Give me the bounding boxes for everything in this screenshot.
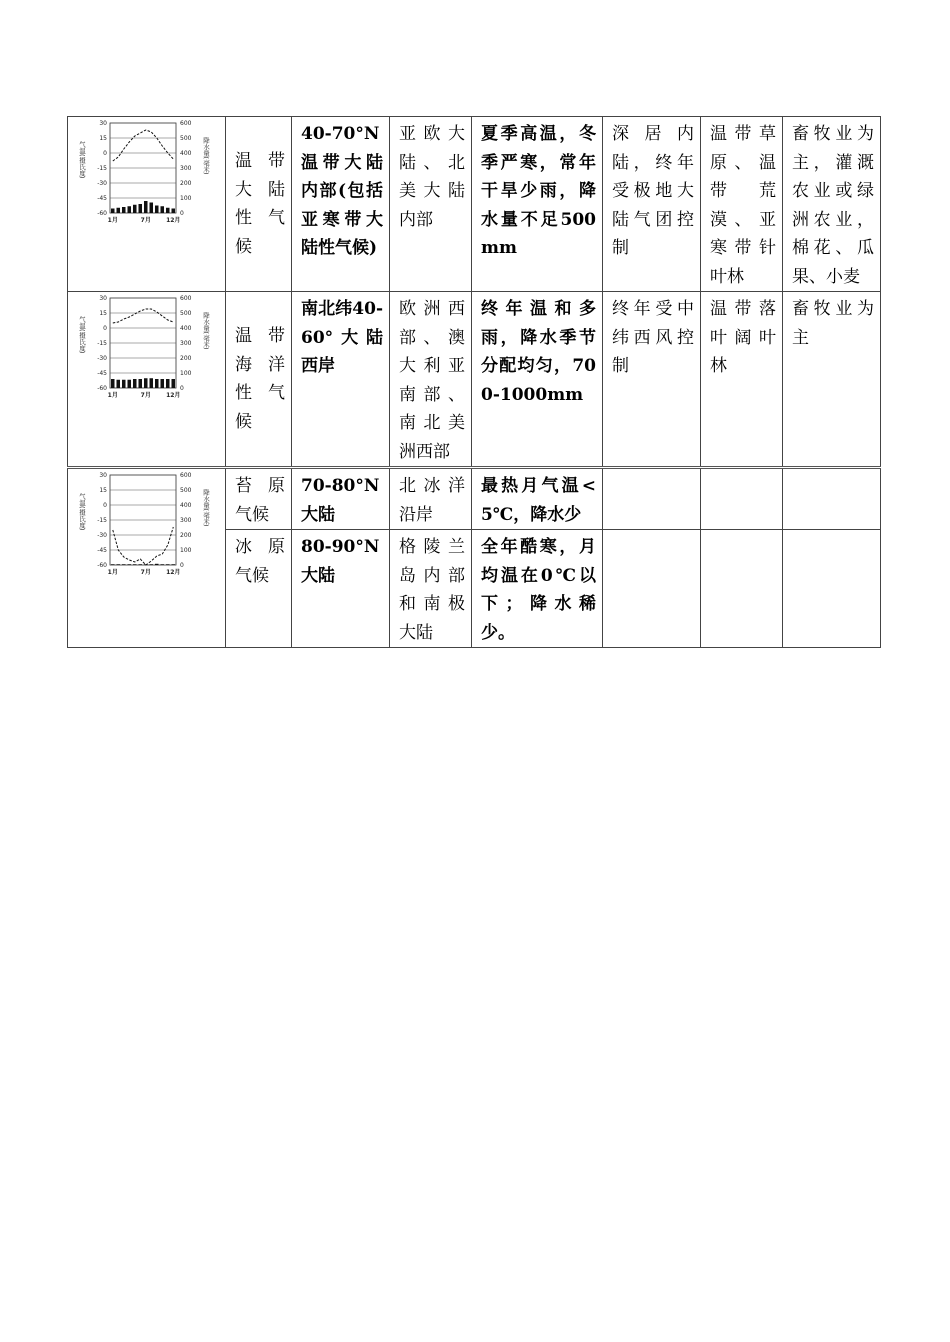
month-label: 1月 [107,217,118,224]
precip-tick-label: 600 [180,120,192,128]
climate-name: 温带海洋性气候 [226,292,292,468]
precip-tick-label: 0 [180,385,184,393]
temp-tick-label: -30 [97,180,107,188]
month-label: 1月 [107,392,118,399]
temp-tick-label: 0 [103,502,107,510]
precip-tick-label: 300 [180,517,192,525]
precip-axis-title: 降水量(毫米) [202,489,210,527]
precip-bar [149,203,153,214]
precip-tick-label: 300 [180,165,192,173]
precip-bar [111,209,115,214]
agriculture-cell [783,468,881,530]
precip-tick-label: 300 [180,340,192,348]
temp-tick-label: 30 [99,472,107,480]
vegetation-cell [701,530,783,648]
location-cell: 80-90°N大陆 [292,530,390,648]
precip-bar [116,564,120,565]
precip-bar [133,205,137,213]
region-cell: 格陵兰岛内部和南极大陆 [390,530,472,648]
precip-bar [155,206,159,214]
temp-tick-label: -60 [97,210,107,218]
precip-bar [171,379,175,388]
vegetation-cell [701,468,783,530]
precip-tick-label: 500 [180,310,192,318]
temp-tick-label: 0 [103,325,107,333]
precip-bar [138,564,142,565]
precip-bar [171,209,175,214]
region-cell: 北冰洋沿岸 [390,468,472,530]
polar-climate-chart [68,469,224,587]
temp-tick-label: -45 [97,195,107,203]
precip-tick-label: 400 [180,325,192,333]
precip-bar [111,564,115,565]
precip-tick-label: 500 [180,135,192,143]
temp-tick-label: -45 [97,547,107,555]
precip-bar [166,564,170,565]
precip-bar [122,207,126,213]
precip-bar [122,380,126,388]
month-label: 7月 [140,217,151,224]
features-cell: 最热月气温<5℃，降水少 [472,468,603,530]
precip-bar [127,564,131,565]
month-label: 7月 [140,569,151,576]
month-label: 12月 [166,217,181,224]
precip-tick-label: 100 [180,370,192,378]
precip-bar [144,201,148,213]
region-cell: 亚欧大陆、北美大陆内部 [390,117,472,292]
precip-bar [116,208,120,213]
agriculture-cell: 畜牧业为主，灌溉农业或绿洲农业，棉花、瓜果、小麦 [783,117,881,292]
vegetation-cell: 温带草原、温带荒漠、亚寒带针叶林 [701,117,783,292]
cause-cell: 深居内陆，终年受极地大陆气团控制 [603,117,701,292]
precip-bar [138,204,142,213]
precip-bar [171,564,175,565]
precip-bar [138,379,142,388]
temperature-line [113,130,174,161]
precip-bar [160,564,164,565]
month-label: 1月 [107,569,118,576]
precip-tick-label: 200 [180,180,192,188]
continental-climate-chart [68,117,224,225]
precip-tick-label: 200 [180,355,192,363]
precip-bar [160,379,164,388]
features-cell: 全年酷寒，月均温在0℃以下；降水稀少。 [472,530,603,648]
precip-bar [133,379,137,388]
temp-tick-label: 0 [103,150,107,158]
features-cell: 终年温和多雨，降水季节分配均匀，700-1000mm [472,292,603,468]
location-cell: 70-80°N大陆 [292,468,390,530]
temp-axis-title: 气温(摄氏度) [78,493,86,531]
precip-bar [127,206,131,213]
climate-chart-cell [68,292,226,468]
precip-tick-label: 100 [180,195,192,203]
location-cell: 40-70°N温带大陆内部(包括亚寒带大陆性气候) [292,117,390,292]
agriculture-cell: 畜牧业为主 [783,292,881,468]
precip-bar [160,206,164,213]
month-label: 7月 [140,392,151,399]
table-row [68,117,881,292]
table-row [68,468,881,530]
precip-tick-label: 100 [180,547,192,555]
location-cell: 南北纬40-60°大陆西岸 [292,292,390,468]
precip-tick-label: 200 [180,532,192,540]
temp-axis-title: 气温(摄氏度) [78,141,86,179]
climate-chart-cell [68,117,226,292]
climate-name: 温带大陆性气候 [226,117,292,292]
precip-bar [111,379,115,388]
climate-table [67,116,881,648]
temp-tick-label: -15 [97,517,107,525]
temp-tick-label: 30 [99,295,107,303]
temp-axis-title: 气温(摄氏度) [78,316,86,354]
temperature-line [113,309,174,323]
temp-tick-label: -60 [97,385,107,393]
precip-bar [127,380,131,388]
temp-tick-label: 15 [99,135,107,143]
precip-bar [116,380,120,388]
temp-tick-label: 15 [99,487,107,495]
temp-tick-label: -30 [97,355,107,363]
precip-bar [166,379,170,388]
temp-tick-label: -60 [97,562,107,570]
precip-tick-label: 400 [180,150,192,158]
region-cell: 欧洲西部、澳大利亚南部、南北美洲西部 [390,292,472,468]
precip-bar [122,564,126,565]
precip-tick-label: 500 [180,487,192,495]
temp-tick-label: -15 [97,165,107,173]
temp-tick-label: 15 [99,310,107,318]
month-label: 12月 [166,392,181,399]
precip-bar [133,564,137,565]
precip-tick-label: 600 [180,295,192,303]
temp-tick-label: -15 [97,340,107,348]
precip-tick-label: 0 [180,210,184,218]
precip-bar [155,564,159,565]
precip-bar [155,379,159,388]
precip-tick-label: 400 [180,502,192,510]
temp-tick-label: -30 [97,532,107,540]
precip-bar [149,378,153,388]
temp-tick-label: -45 [97,370,107,378]
cause-cell [603,530,701,648]
precip-tick-label: 600 [180,472,192,480]
agriculture-cell [783,530,881,648]
cause-cell: 终年受中纬西风控制 [603,292,701,468]
month-label: 12月 [166,569,181,576]
precip-axis-title: 降水量(毫米) [202,312,210,350]
precip-axis-title: 降水量(毫米) [202,137,210,175]
maritime-climate-chart [68,292,224,400]
vegetation-cell: 温带落叶阔叶林 [701,292,783,468]
precip-bar [166,208,170,213]
features-cell: 夏季高温，冬季严寒，常年干旱少雨，降水量不足500mm [472,117,603,292]
precip-bar [149,564,153,565]
climate-chart-cell [68,468,226,648]
climate-name: 冰原气候 [226,530,292,648]
climate-name: 苔原气候 [226,468,292,530]
table-row [68,292,881,468]
temp-tick-label: 30 [99,120,107,128]
precip-tick-label: 0 [180,562,184,570]
cause-cell [603,468,701,530]
precip-bar [144,378,148,388]
temperature-line [113,527,174,565]
